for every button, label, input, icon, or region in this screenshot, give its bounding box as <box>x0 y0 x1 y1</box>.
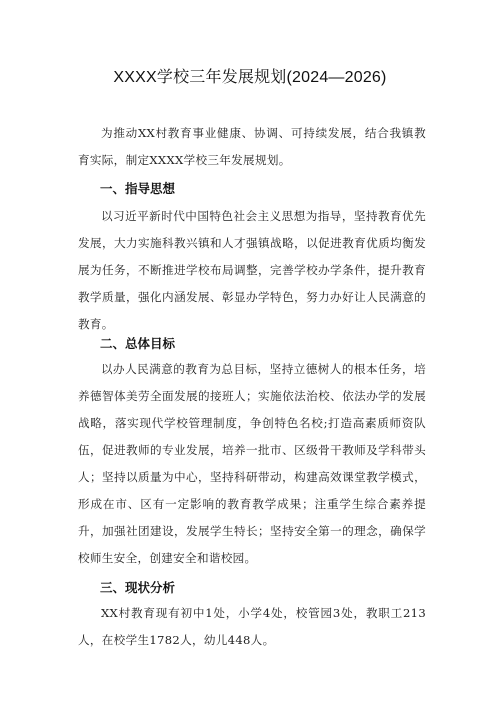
document-title: XXXX学校三年发展规划(2024—2026) <box>113 69 387 86</box>
section-heading-overall-goals: 二、总体目标 <box>100 336 176 351</box>
section-heading-status-analysis: 三、现状分析 <box>100 580 176 595</box>
intro-paragraph: 为推动XX村教育事业健康、协调、可持续发展，结合我镇教育实际，制定XXXX学校三年发展规划。 <box>78 126 426 167</box>
section-body-guiding-ideology: 以习近平新时代中国特色社会主义思想为指导，坚持教育优先发展，大力实施科教兴镇和人才强镇战略，以促进教育优质均衡发展为任务，不断推进学校布局调整，完善学校办学条件，提升教育教学质量，强化内涵发展、彰显办学特色，努力办好让人民满意的教育。 <box>78 209 426 331</box>
section-heading-guiding-ideology: 一、指导思想 <box>100 181 176 196</box>
section-body-overall-goals: 以办人民满意的教育为总目标，坚持立德树人的根本任务，培养德智体美劳全面发展的接班人；实施依法治校、依法办学的发展战略，落实现代学校管理制度，争创特色名校;打造高素质师资队伍，促进教师的专业发展，培养一批市、区级骨干教师及学科带头人；坚持以质量为中心，坚持科研带动，构建高效课堂教学模式，形成在市、区有一定影响的教育教学成果；注重学生综合素养提升，加强社团建设，发展学生特长；坚持安全第一的理念，确保学校师生安全，创建安全和谐校园。 <box>78 362 426 565</box>
section-body-status-analysis: XX村教育现有初中1处，小学4处，校管园3处，教职工213人，在校学生1782人，幼儿448人。 <box>78 606 426 647</box>
